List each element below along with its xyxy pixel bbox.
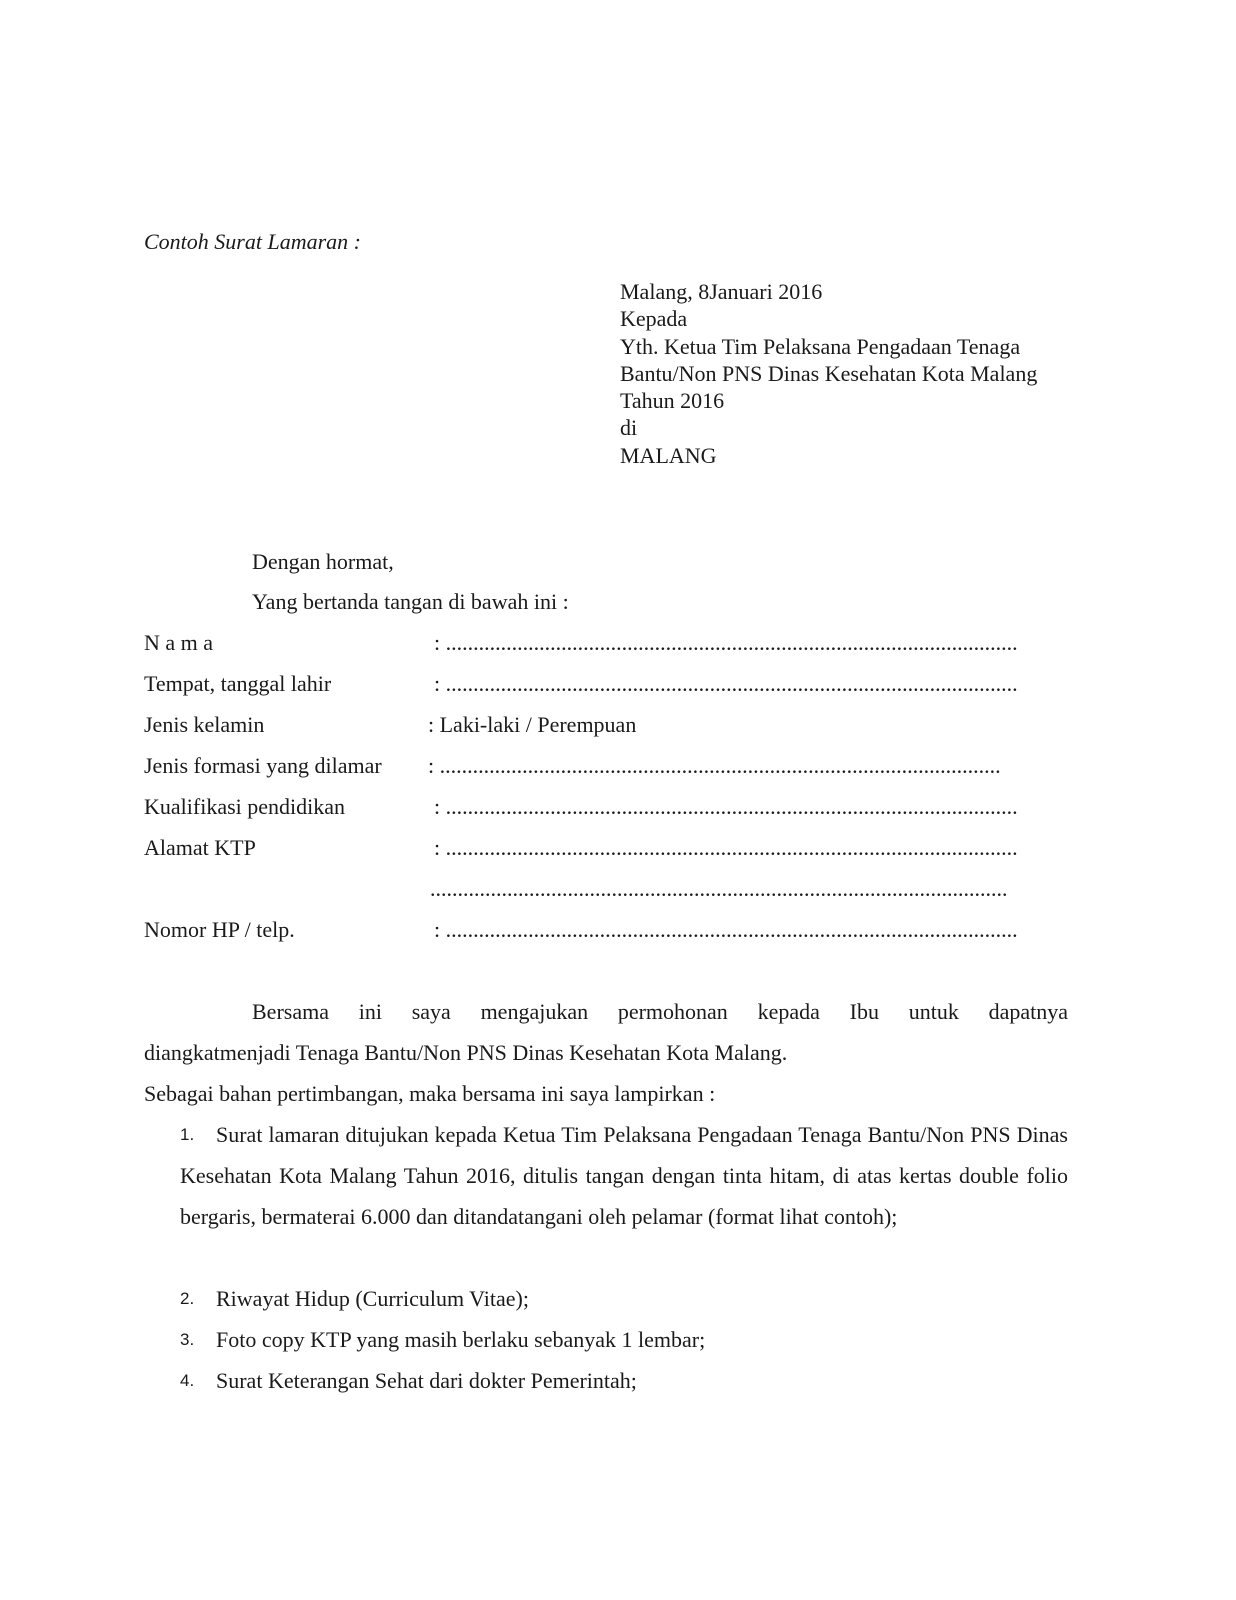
list-text: Riwayat Hidup (Curriculum Vitae); xyxy=(216,1286,529,1311)
address-line-2: Bantu/Non PNS Dinas Kesehatan Kota Malang xyxy=(620,360,1038,386)
field-label-kelamin: Jenis kelamin xyxy=(144,712,265,737)
field-value-pendidikan: : ........................................................................................................ xyxy=(434,794,1018,819)
field-label-alamat: Alamat KTP xyxy=(144,835,256,860)
body-paragraph-1 xyxy=(144,991,1068,1073)
field-value-ttl: : ........................................................................................................ xyxy=(434,671,1018,696)
list-number: 4. xyxy=(180,1371,195,1390)
address-di: di xyxy=(620,415,638,441)
intro-line: Yang bertanda tangan di bawah ini : xyxy=(252,589,569,614)
address-line-3: Tahun 2016 xyxy=(620,388,725,414)
field-value-kelamin: : Laki-laki / Perempuan xyxy=(428,712,637,737)
list-number: 3. xyxy=(180,1330,195,1349)
list-text: Surat lamaran ditujukan kepada Ketua Tim Pelaksana Pengadaan Tenaga Bantu/Non PNS Dinas Kesehatan Kota Malang Tahun 2016, ditulis tangan dengan tinta hitam, di atas kertas double folio bergaris, bermaterai 6.000 dan ditandatangani oleh pelamar (format lihat contoh); xyxy=(180,1122,1068,1229)
list-text: Surat Keterangan Sehat dari dokter Pemerintah; xyxy=(216,1368,637,1393)
page-heading: Contoh Surat Lamaran : xyxy=(144,229,361,254)
field-label-nama: N a m a xyxy=(144,630,214,655)
field-value-formasi: : ...................................................................................................... xyxy=(428,753,1001,778)
list-number: 2. xyxy=(180,1289,195,1308)
body-paragraph-1-line-1: Bersama ini saya mengajukan permohonan kepada Ibu untuk dapatnya xyxy=(252,999,1068,1024)
field-label-formasi: Jenis formasi yang dilamar xyxy=(144,753,382,778)
field-value-hp: : ........................................................................................................ xyxy=(434,917,1018,942)
field-value-alamat-line2: ......................................................................................................... xyxy=(430,876,1008,901)
list-item xyxy=(144,1319,1068,1360)
address-to: Kepada xyxy=(620,306,688,332)
greeting: Dengan hormat, xyxy=(252,549,394,574)
list-item xyxy=(144,1114,1068,1237)
body-paragraph-1-line-2: diangkatmenjadi Tenaga Bantu/Non PNS Dinas Kesehatan Kota Malang. xyxy=(144,1040,788,1065)
letter-date: Malang, 8Januari 2016 xyxy=(620,279,823,304)
list-item xyxy=(144,1278,1068,1319)
address-line-1: Yth. Ketua Tim Pelaksana Pengadaan Tenaga xyxy=(620,333,1021,359)
list-item xyxy=(144,1360,1068,1401)
address-city: MALANG xyxy=(620,442,717,468)
list-text: Foto copy KTP yang masih berlaku sebanyak 1 lembar; xyxy=(216,1327,706,1352)
field-label-hp: Nomor HP / telp. xyxy=(144,917,295,942)
field-value-alamat: : ........................................................................................................ xyxy=(434,835,1018,860)
list-number: 1. xyxy=(180,1125,195,1144)
field-label-pendidikan: Kualifikasi pendidikan xyxy=(144,794,346,819)
field-label-ttl: Tempat, tanggal lahir xyxy=(144,671,332,696)
body-paragraph-2: Sebagai bahan pertimbangan, maka bersama ini saya lampirkan : xyxy=(144,1081,716,1106)
recipient-address xyxy=(620,278,1037,469)
field-value-nama: : ........................................................................................................ xyxy=(434,630,1018,655)
